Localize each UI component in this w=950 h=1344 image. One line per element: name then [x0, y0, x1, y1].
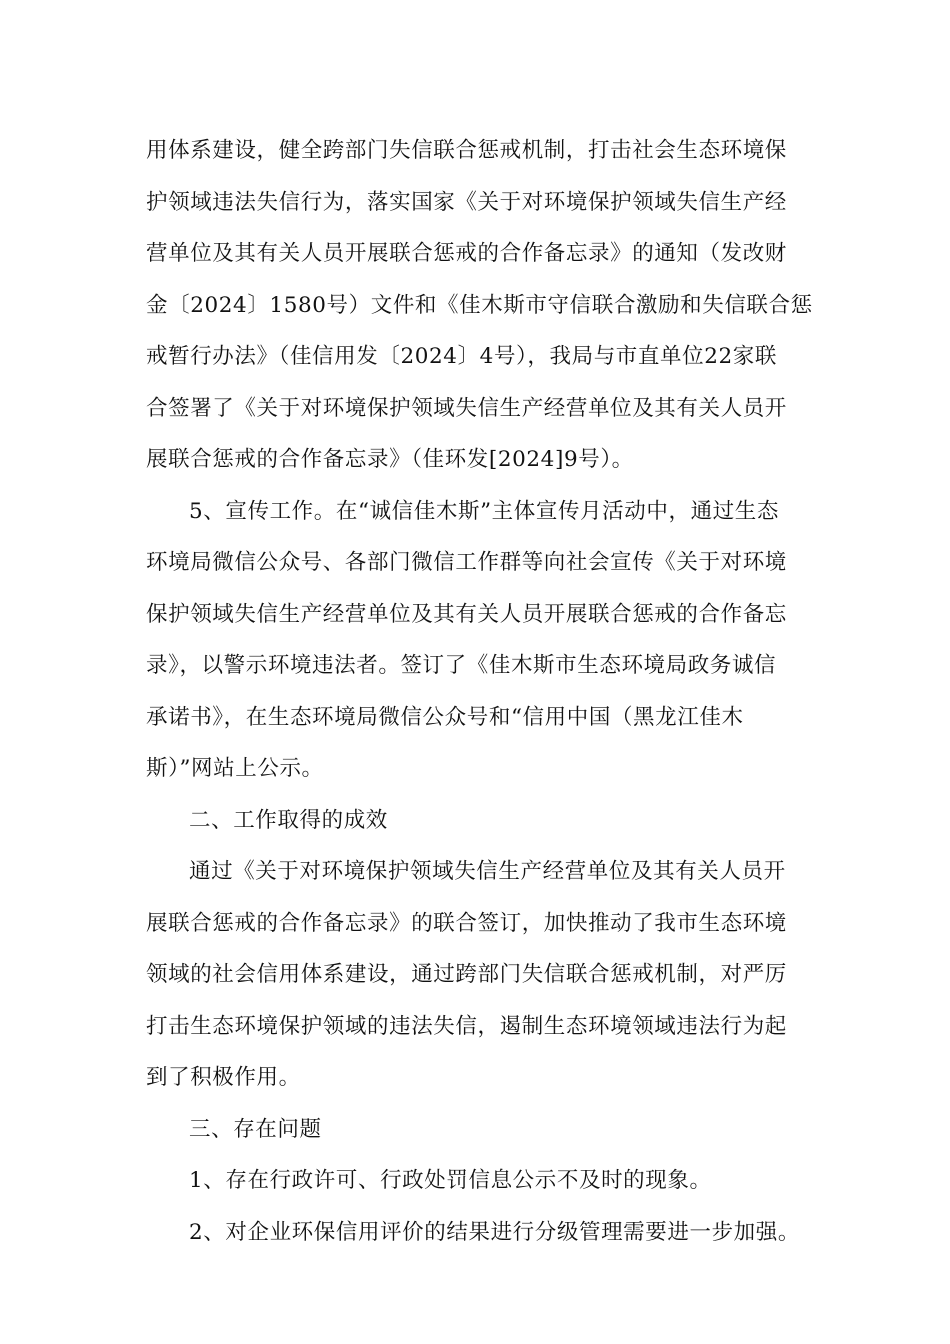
- text-line: 保护领域失信生产经营单位及其有关人员开展联合惩戒的合作备忘: [146, 601, 787, 627]
- text-line: 合签署了《关于对环境保护领域失信生产经营单位及其有关人员开: [146, 395, 787, 421]
- text-line: 金〔2024〕1580号）文件和《佳木斯市守信联合激励和失信联合惩: [146, 292, 813, 318]
- section-heading-achievements: 二、工作取得的成效: [189, 807, 388, 833]
- text-line: 到了积极作用。: [146, 1065, 301, 1090]
- section-heading-problems: 三、存在问题: [189, 1116, 322, 1142]
- text-line: 录》，以警示环境违法者。签订了《佳木斯市生态环境局政务诚信: [146, 653, 777, 678]
- text-line: 展联合惩戒的合作备忘录》（佳环发[2024]9号）。: [146, 447, 634, 472]
- text-line: 5、宣传工作。在“诚信佳木斯”主体宣传月活动中，通过生态: [189, 498, 779, 524]
- list-item-problem-2: 2、对企业环保信用评价的结果进行分级管理需要进一步加强。: [189, 1219, 800, 1245]
- text-line: 打击生态环境保护领域的违法失信，遏制生态环境领域违法行为起: [146, 1013, 787, 1039]
- paragraph-publicity-work: [146, 486, 816, 795]
- text-line: 用体系建设，健全跨部门失信联合惩戒机制，打击社会生态环境保: [146, 138, 787, 163]
- text-line: 戒暂行办法》（佳信用发〔2024〕4号），我局与市直单位22家联: [146, 344, 777, 369]
- text-line: 承诺书》，在生态环境局微信公众号和“信用中国（黑龙江佳木: [146, 704, 744, 730]
- text-line: 通过《关于对环境保护领域失信生产经营单位及其有关人员开: [189, 859, 786, 884]
- text-line: 展联合惩戒的合作备忘录》的联合签订，加快推动了我市生态环境: [146, 910, 787, 936]
- document-body: [146, 125, 816, 1258]
- text-line: 护领域违法失信行为，落实国家《关于对环境保护领域失信生产经: [146, 189, 787, 215]
- list-item-problem-1: 1、存在行政许可、行政处罚信息公示不及时的现象。: [189, 1168, 712, 1193]
- paragraph-credit-system: [146, 125, 816, 486]
- text-line: 环境局微信公众号、各部门微信工作群等向社会宣传《关于对环境: [146, 550, 787, 575]
- text-line: 斯）”网站上公示。: [146, 756, 324, 781]
- text-line: 营单位及其有关人员开展联合惩戒的合作备忘录》的通知（发改财: [146, 241, 787, 266]
- paragraph-achievements: [146, 846, 816, 1104]
- text-line: 领域的社会信用体系建设，通过跨部门失信联合惩戒机制，对严厉: [146, 962, 787, 987]
